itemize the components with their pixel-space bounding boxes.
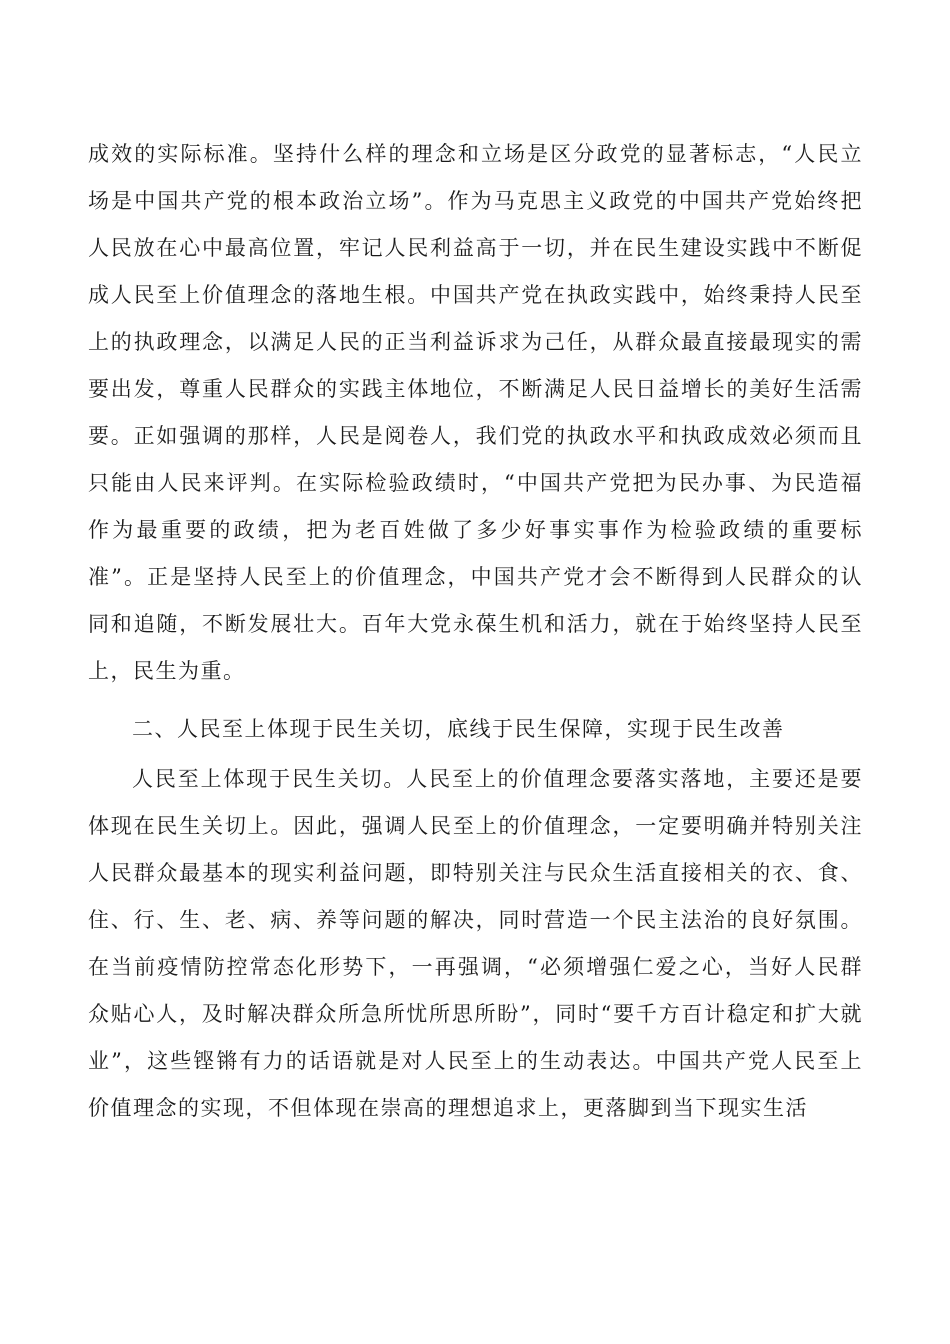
section-heading: 二、人民至上体现于民生关切，底线于民生保障，实现于民生改善 bbox=[132, 717, 785, 741]
document-body bbox=[88, 131, 863, 1132]
paragraph-continuation: 成效的实际标准。坚持什么样的理念和立场是区分政党的显著标志，“人民立场是中国共产党的根本政治立场”。作为马克思主义政党的中国共产党始终把人民放在心中最高位置，牢记人民利益高于一切，并在民生建设实践中不断促成人民至上价值理念的落地生根。中国共产党在执政实践中，始终秉持人民至上的执政理念，以满足人民的正当利益诉求为己任，从群众最直接最现实的需要出发，尊重人民群众的实践主体地位，不断满足人民日益增长的美好生活需要。正如强调的那样，人民是阅卷人，我们党的执政水平和执政成效必须而且只能由人民来评判。在实际检验政绩时，“中国共产党把为民办事、为民造福作为最重要的政绩，把为老百姓做了多少好事实事作为检验政绩的重要标准”。正是坚持人民至上的价值理念，中国共产党才会不断得到人民群众的认同和追随，不断发展壮大。百年大党永葆生机和活力，就在于始终坚持人民至上，民生为重。 bbox=[88, 142, 863, 683]
paragraph-body: 人民至上体现于民生关切。人民至上的价值理念要落实落地，主要还是要体现在民生关切上。因此，强调人民至上的价值理念，一定要明确并特别关注人民群众最基本的现实利益问题，即特别关注与民众生活直接相关的衣、食、住、行、生、老、病、养等问题的解决，同时营造一个民主法治的良好氛围。在当前疫情防控常态化形势下，一再强调，“必须增强仁爱之心，当好人民群众贴心人，及时解决群众所急所忧所思所盼”，同时“要千方百计稳定和扩大就业”，这些铿锵有力的话语就是对人民至上的生动表达。中国共产党人民至上价值理念的实现，不但体现在崇高的理想追求上，更落脚到当下现实生活 bbox=[88, 767, 863, 1120]
